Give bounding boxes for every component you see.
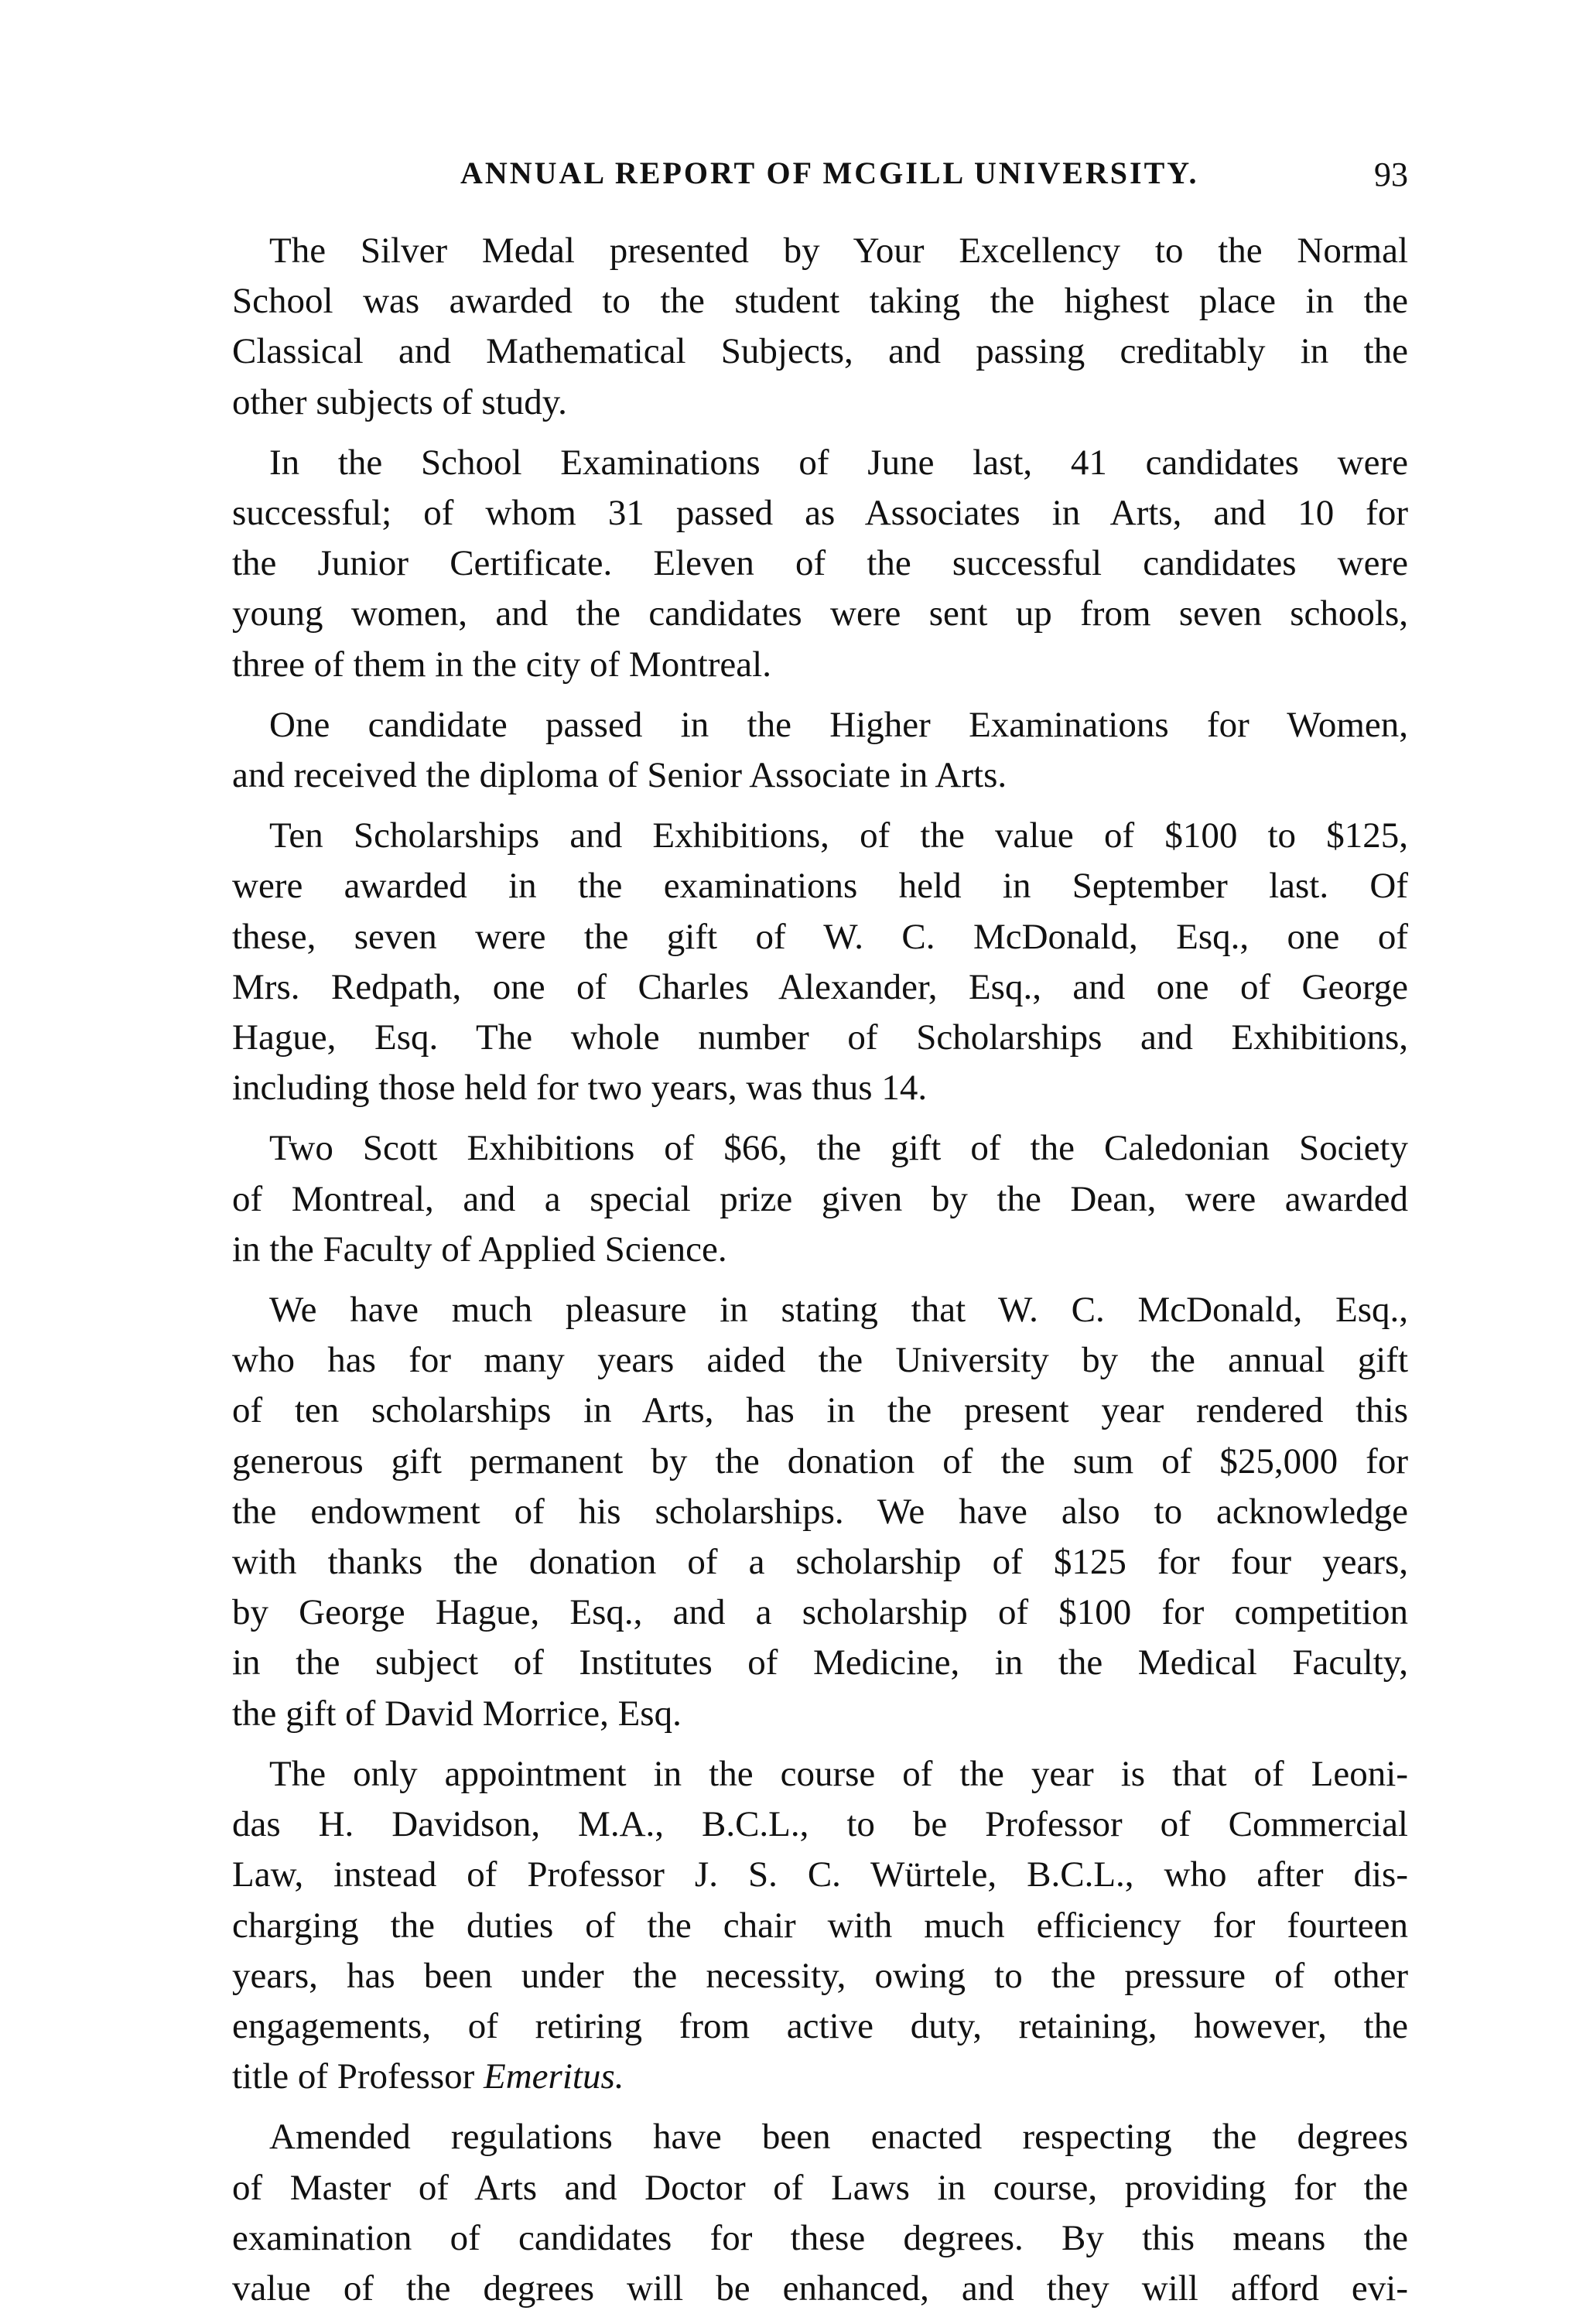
text-line: engagements, of retiring from active duty, retaining, however, the [232, 2005, 1408, 2046]
text-line: and received the diploma of Senior Associate in Arts. [232, 755, 1007, 796]
text-line: value of the degrees will be enhanced, and they will afford evi- [232, 2268, 1408, 2309]
page-number: 93 [1374, 156, 1408, 193]
text-line: successful; of whom 31 passed as Associates in Arts, and 10 for [232, 493, 1408, 534]
paragraph-scholarships [232, 811, 1408, 1113]
text-line: das H. Davidson, M.A., B.C.L., to be Professor of Commercial [232, 1804, 1408, 1845]
text-line: The only appointment in the course of the year is that of Leoni- [269, 1753, 1408, 1794]
text-line: Law, instead of Professor J. S. C. Würtele, B.C.L., who after dis- [232, 1854, 1408, 1895]
text-line: In the School Examinations of June last, 41 candidates were [269, 442, 1408, 483]
text-line: the gift of David Morrice, Esq. [232, 1693, 682, 1734]
text-line: charging the duties of the chair with much efficiency for fourteen [232, 1905, 1408, 1946]
paragraph-silver-medal [232, 226, 1408, 428]
page-header [232, 155, 1408, 201]
text-line: of ten scholarships in Arts, has in the present year rendered this [232, 1390, 1408, 1431]
text-line: who has for many years aided the University by the annual gift [232, 1340, 1408, 1381]
text-line: Hague, Esq. The whole number of Scholarships and Exhibitions, [232, 1017, 1408, 1058]
paragraph-scott-exhibitions [232, 1123, 1408, 1275]
paragraph-school-examinations [232, 438, 1408, 690]
running-head: ANNUAL REPORT OF MCGILL UNIVERSITY. [460, 156, 1199, 190]
text-line: Mrs. Redpath, one of Charles Alexander, Esq., and one of George [232, 966, 1408, 1007]
text-line: Classical and Mathematical Subjects, and passing creditably in the [232, 331, 1408, 372]
text-line: Ten Scholarships and Exhibitions, of the value of $100 to $125, [269, 815, 1408, 856]
text-line: generous gift permanent by the donation of the sum of $25,000 for [232, 1441, 1408, 1482]
text-line: were awarded in the examinations held in September last. Of [232, 866, 1408, 907]
text-line: in the subject of Institutes of Medicine, in the Medical Faculty, [232, 1642, 1408, 1683]
paragraph-mcdonald-gift [232, 1285, 1408, 1739]
text-line: of Master of Arts and Doctor of Laws in course, providing for the [232, 2167, 1408, 2208]
text-line: Two Scott Exhibitions of $66, the gift of the Caledonian Society [269, 1128, 1408, 1169]
text-line: We have much pleasure in stating that W. C. McDonald, Esq., [269, 1290, 1408, 1331]
paragraph-amended-regulations [232, 2112, 1408, 2314]
text-line: Amended regulations have been enacted respecting the degrees [269, 2117, 1408, 2158]
text-line: including those held for two years, was thus 14. [232, 1068, 928, 1109]
text-line: in the Faculty of Applied Science. [232, 1229, 727, 1270]
text-line: School was awarded to the student taking the highest place in the [232, 281, 1408, 322]
text-line: other subjects of study. [232, 381, 567, 422]
text-line-prefix: title of Professor [232, 2056, 484, 2097]
text-line [232, 2052, 1408, 2102]
emphasis-emeritus: Emeritus. [484, 2056, 624, 2097]
body-text [232, 226, 1408, 2324]
text-line: The Silver Medal presented by Your Excellency to the Normal [269, 231, 1408, 271]
text-line: with thanks the donation of a scholarship of $125 for four years, [232, 1542, 1408, 1583]
text-line: three of them in the city of Montreal. [232, 644, 771, 685]
paragraph-appointment [232, 1749, 1408, 2102]
text-line: of Montreal, and a special prize given by the Dean, were awarded [232, 1178, 1408, 1219]
text-line: years, has been under the necessity, owing to the pressure of other [232, 1955, 1408, 1996]
text-line: by George Hague, Esq., and a scholarship of $100 for competition [232, 1592, 1408, 1633]
paragraph-higher-examinations [232, 700, 1408, 801]
text-line: One candidate passed in the Higher Examinations for Women, [269, 704, 1408, 745]
text-line: the Junior Certificate. Eleven of the successful candidates were [232, 543, 1408, 584]
text-line: the endowment of his scholarships. We have also to acknowledge [232, 1491, 1408, 1532]
text-line: young women, and the candidates were sent up from seven schools, [232, 593, 1408, 634]
text-line: examination of candidates for these degrees. By this means the [232, 2217, 1408, 2258]
text-line: these, seven were the gift of W. C. McDonald, Esq., one of [232, 916, 1408, 957]
